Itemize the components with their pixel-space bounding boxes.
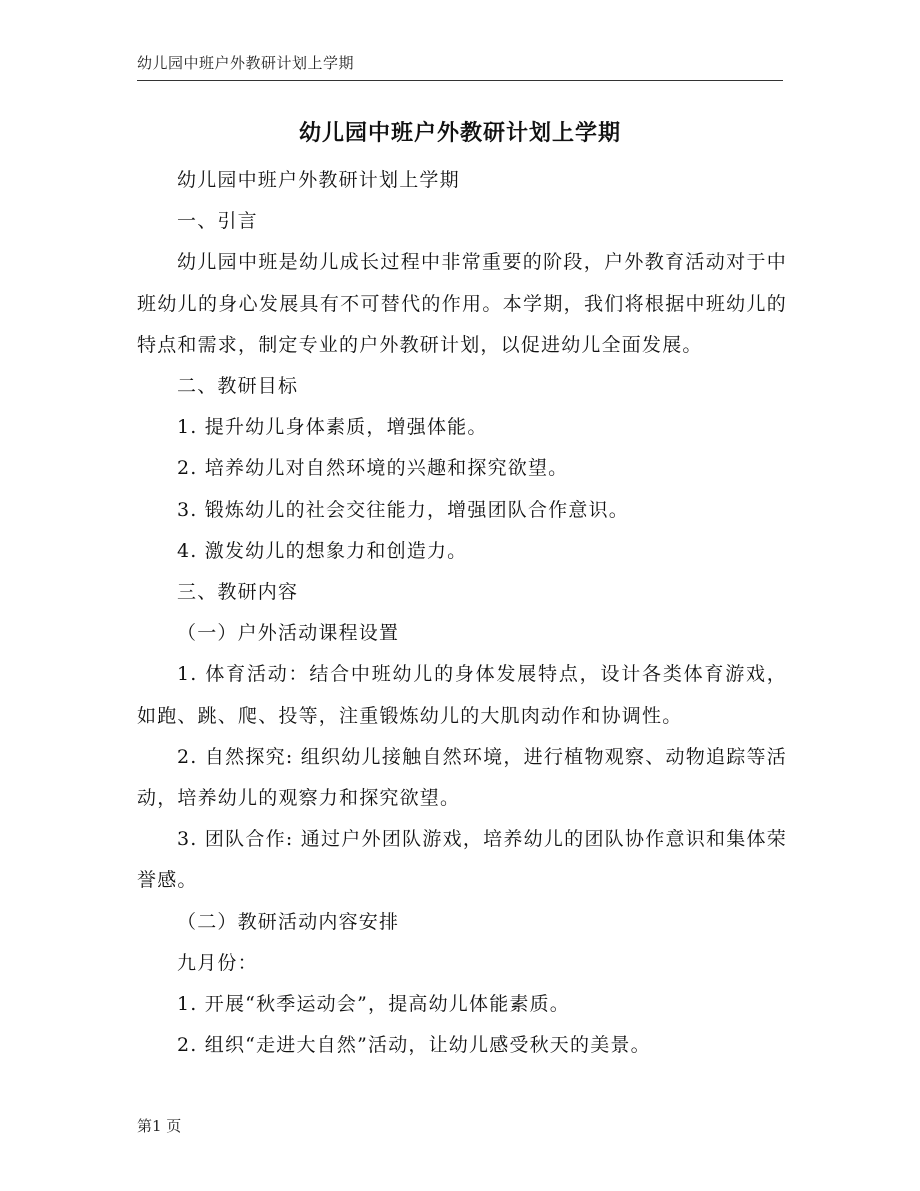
subsection-heading-curriculum: （一）户外活动课程设置 — [177, 622, 400, 645]
subsection-heading-schedule: （二）教研活动内容安排 — [177, 910, 400, 933]
section-heading-goals: 二、教研目标 — [177, 375, 299, 398]
goal-item: 4. 激发幼儿的想象力和创造力。 — [177, 539, 468, 562]
section-heading-intro: 一、引言 — [177, 210, 258, 233]
month-heading: 九月份： — [177, 951, 258, 974]
header-divider — [137, 80, 783, 81]
curriculum-item: 2. 自然探究: 组织幼儿接触自然环境，进行植物观察、动物追踪等活动，培养幼儿的观察力和探究欲望。 — [137, 745, 787, 810]
running-header: 幼儿园中班户外教研计划上学期 — [137, 54, 355, 72]
section-heading-content: 三、教研内容 — [177, 581, 299, 604]
intro-paragraph: 幼儿园中班是幼儿成长过程中非常重要的阶段，户外教育活动对于中班幼儿的身心发展具有不可替代的作用。本学期，我们将根据中班幼儿的特点和需求，制定专业的户外教研计划，以促进幼儿全面发展。 — [137, 251, 787, 356]
document-title: 幼儿园中班户外教研计划上学期 — [298, 121, 621, 146]
curriculum-item: 1. 体育活动：结合中班幼儿的身体发展特点，设计各类体育游戏，如跑、跳、爬、投等，注重锻炼幼儿的大肌肉动作和协调性。 — [137, 663, 787, 727]
curriculum-item: 3. 团队合作: 通过户外团队游戏，培养幼儿的团队协作意识和集体荣誉感。 — [137, 828, 787, 892]
schedule-item: 1. 开展“秋季运动会”，提高幼儿体能素质。 — [177, 993, 570, 1016]
page-number: 第1 页 — [137, 1117, 182, 1135]
schedule-item: 2. 组织“走进大自然”活动，让幼儿感受秋天的美景。 — [177, 1034, 651, 1057]
goal-item: 3. 锻炼幼儿的社会交往能力，增强团队合作意识。 — [177, 498, 629, 521]
subtitle-line: 幼儿园中班户外教研计划上学期 — [177, 169, 460, 191]
document-body — [137, 160, 787, 1066]
goal-item: 2. 培养幼儿对自然环境的兴趣和探究欲望。 — [177, 457, 569, 480]
goal-item: 1. 提升幼儿身体素质，增强体能。 — [177, 416, 488, 439]
